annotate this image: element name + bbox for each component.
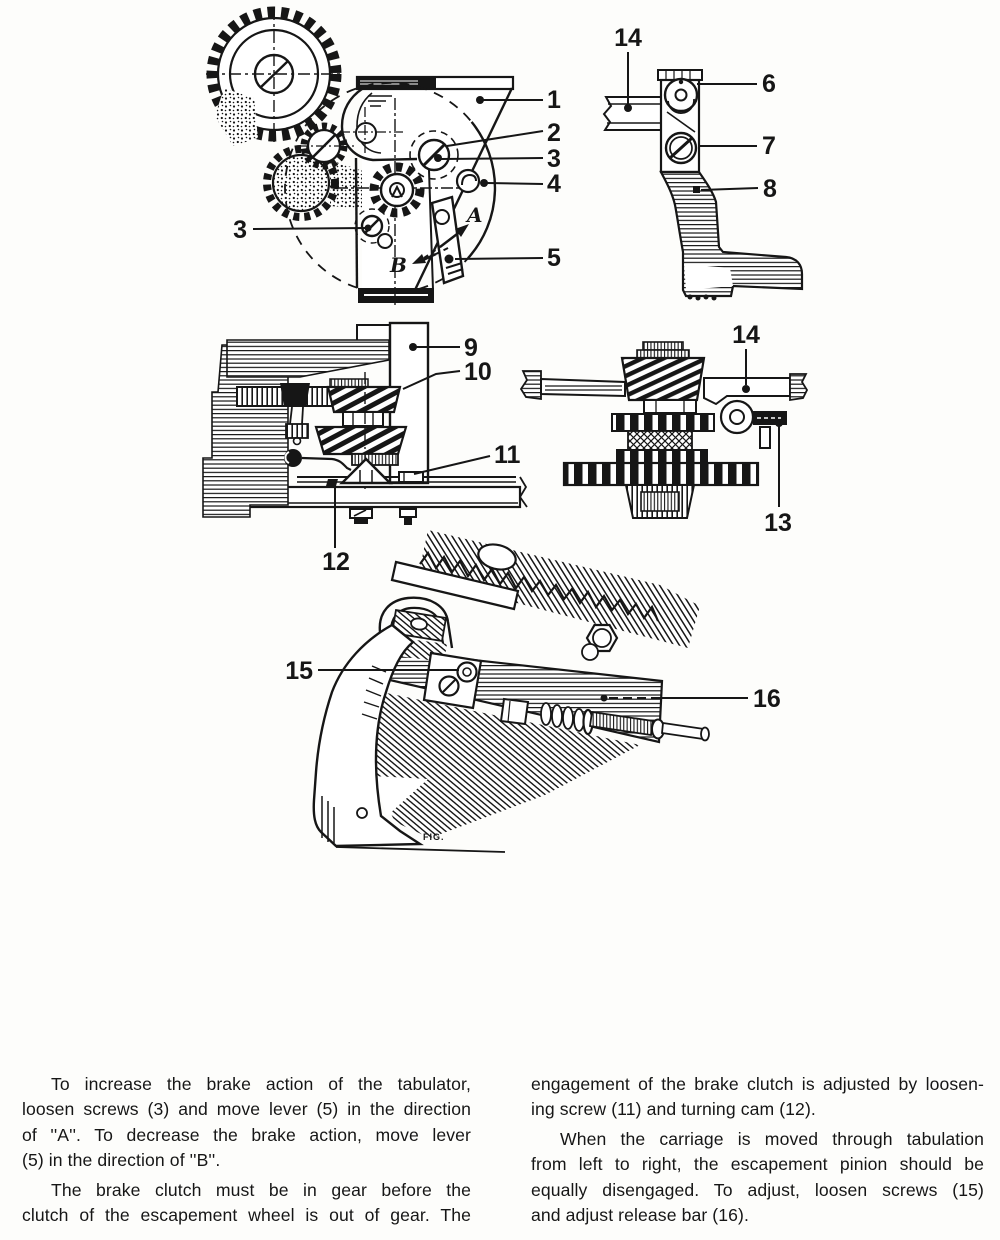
spring-eyelet [457, 170, 479, 192]
figure-caption: FIG. [423, 832, 445, 842]
callout-11: 11 [494, 441, 521, 469]
tab-rail [604, 97, 662, 130]
callout-4: 4 [547, 170, 561, 198]
callout-1: 1 [547, 86, 561, 114]
drive-gear-large [206, 8, 342, 146]
letter-b: B [390, 253, 407, 277]
callout-9: 9 [464, 334, 478, 362]
stop-bolt [582, 625, 617, 660]
paragraph-line: of ''A''. To decrease the brake action, move lever [22, 1124, 471, 1145]
paragraph-line: from left to right, the escapement pinion should be [531, 1154, 984, 1175]
callout-3-left: 3 [233, 216, 247, 244]
callout-15: 15 [285, 657, 313, 685]
callout-8: 8 [763, 175, 777, 203]
right-arm [704, 374, 807, 448]
paragraph-line: To increase the brake action of the tabulator, [51, 1074, 471, 1094]
letter-a: A [467, 203, 483, 227]
figure-escapement-pinion [521, 321, 807, 537]
callout-5: 5 [547, 244, 561, 272]
figure-brake-clutch [206, 8, 561, 308]
left-arm [521, 371, 625, 399]
paragraph-line: (5) in the direction of ''B''. [22, 1150, 221, 1171]
top-plate [227, 340, 389, 377]
callout-12: 12 [322, 548, 350, 576]
callout-16: 16 [753, 685, 781, 713]
paragraph-line: loosen screws (3) and move lever (5) in the direction [22, 1099, 471, 1120]
paragraph-line: clutch of the escapement wheel is out of gear. The [22, 1205, 471, 1226]
callout-13: 13 [764, 509, 792, 537]
text-column-left [22, 1072, 471, 1228]
callout-3: 3 [547, 145, 561, 173]
paragraph-line: ing screw (11) and turning cam (12). [531, 1099, 816, 1120]
callout-10: 10 [464, 358, 492, 386]
paragraph-line: The brake clutch must be in gear before the [51, 1179, 471, 1200]
callout-14-fig4: 14 [732, 321, 760, 349]
clevis-block [424, 653, 481, 708]
callout-14-fig2: 14 [614, 24, 642, 52]
paragraph-line: When the carriage is moved through tabulation [560, 1128, 984, 1149]
paragraph-line: and adjust release bar (16). [531, 1205, 749, 1226]
figure-clutch-section [203, 323, 527, 576]
callout-6: 6 [762, 70, 776, 98]
escapement-wheel [564, 463, 758, 485]
paragraph-line: engagement of the brake clutch is adjusted by loosen- [531, 1074, 984, 1094]
text-column-right [531, 1072, 984, 1228]
callout-2: 2 [547, 119, 561, 147]
figure-mounting-bracket [604, 24, 802, 301]
clamp-screw [666, 133, 696, 163]
eccentric-screw [665, 79, 697, 113]
callout-7: 7 [762, 132, 776, 160]
paragraph-line: equally disengaged. To adjust, loosen screws (15) [531, 1179, 984, 1200]
figure-release-bar [285, 530, 781, 852]
